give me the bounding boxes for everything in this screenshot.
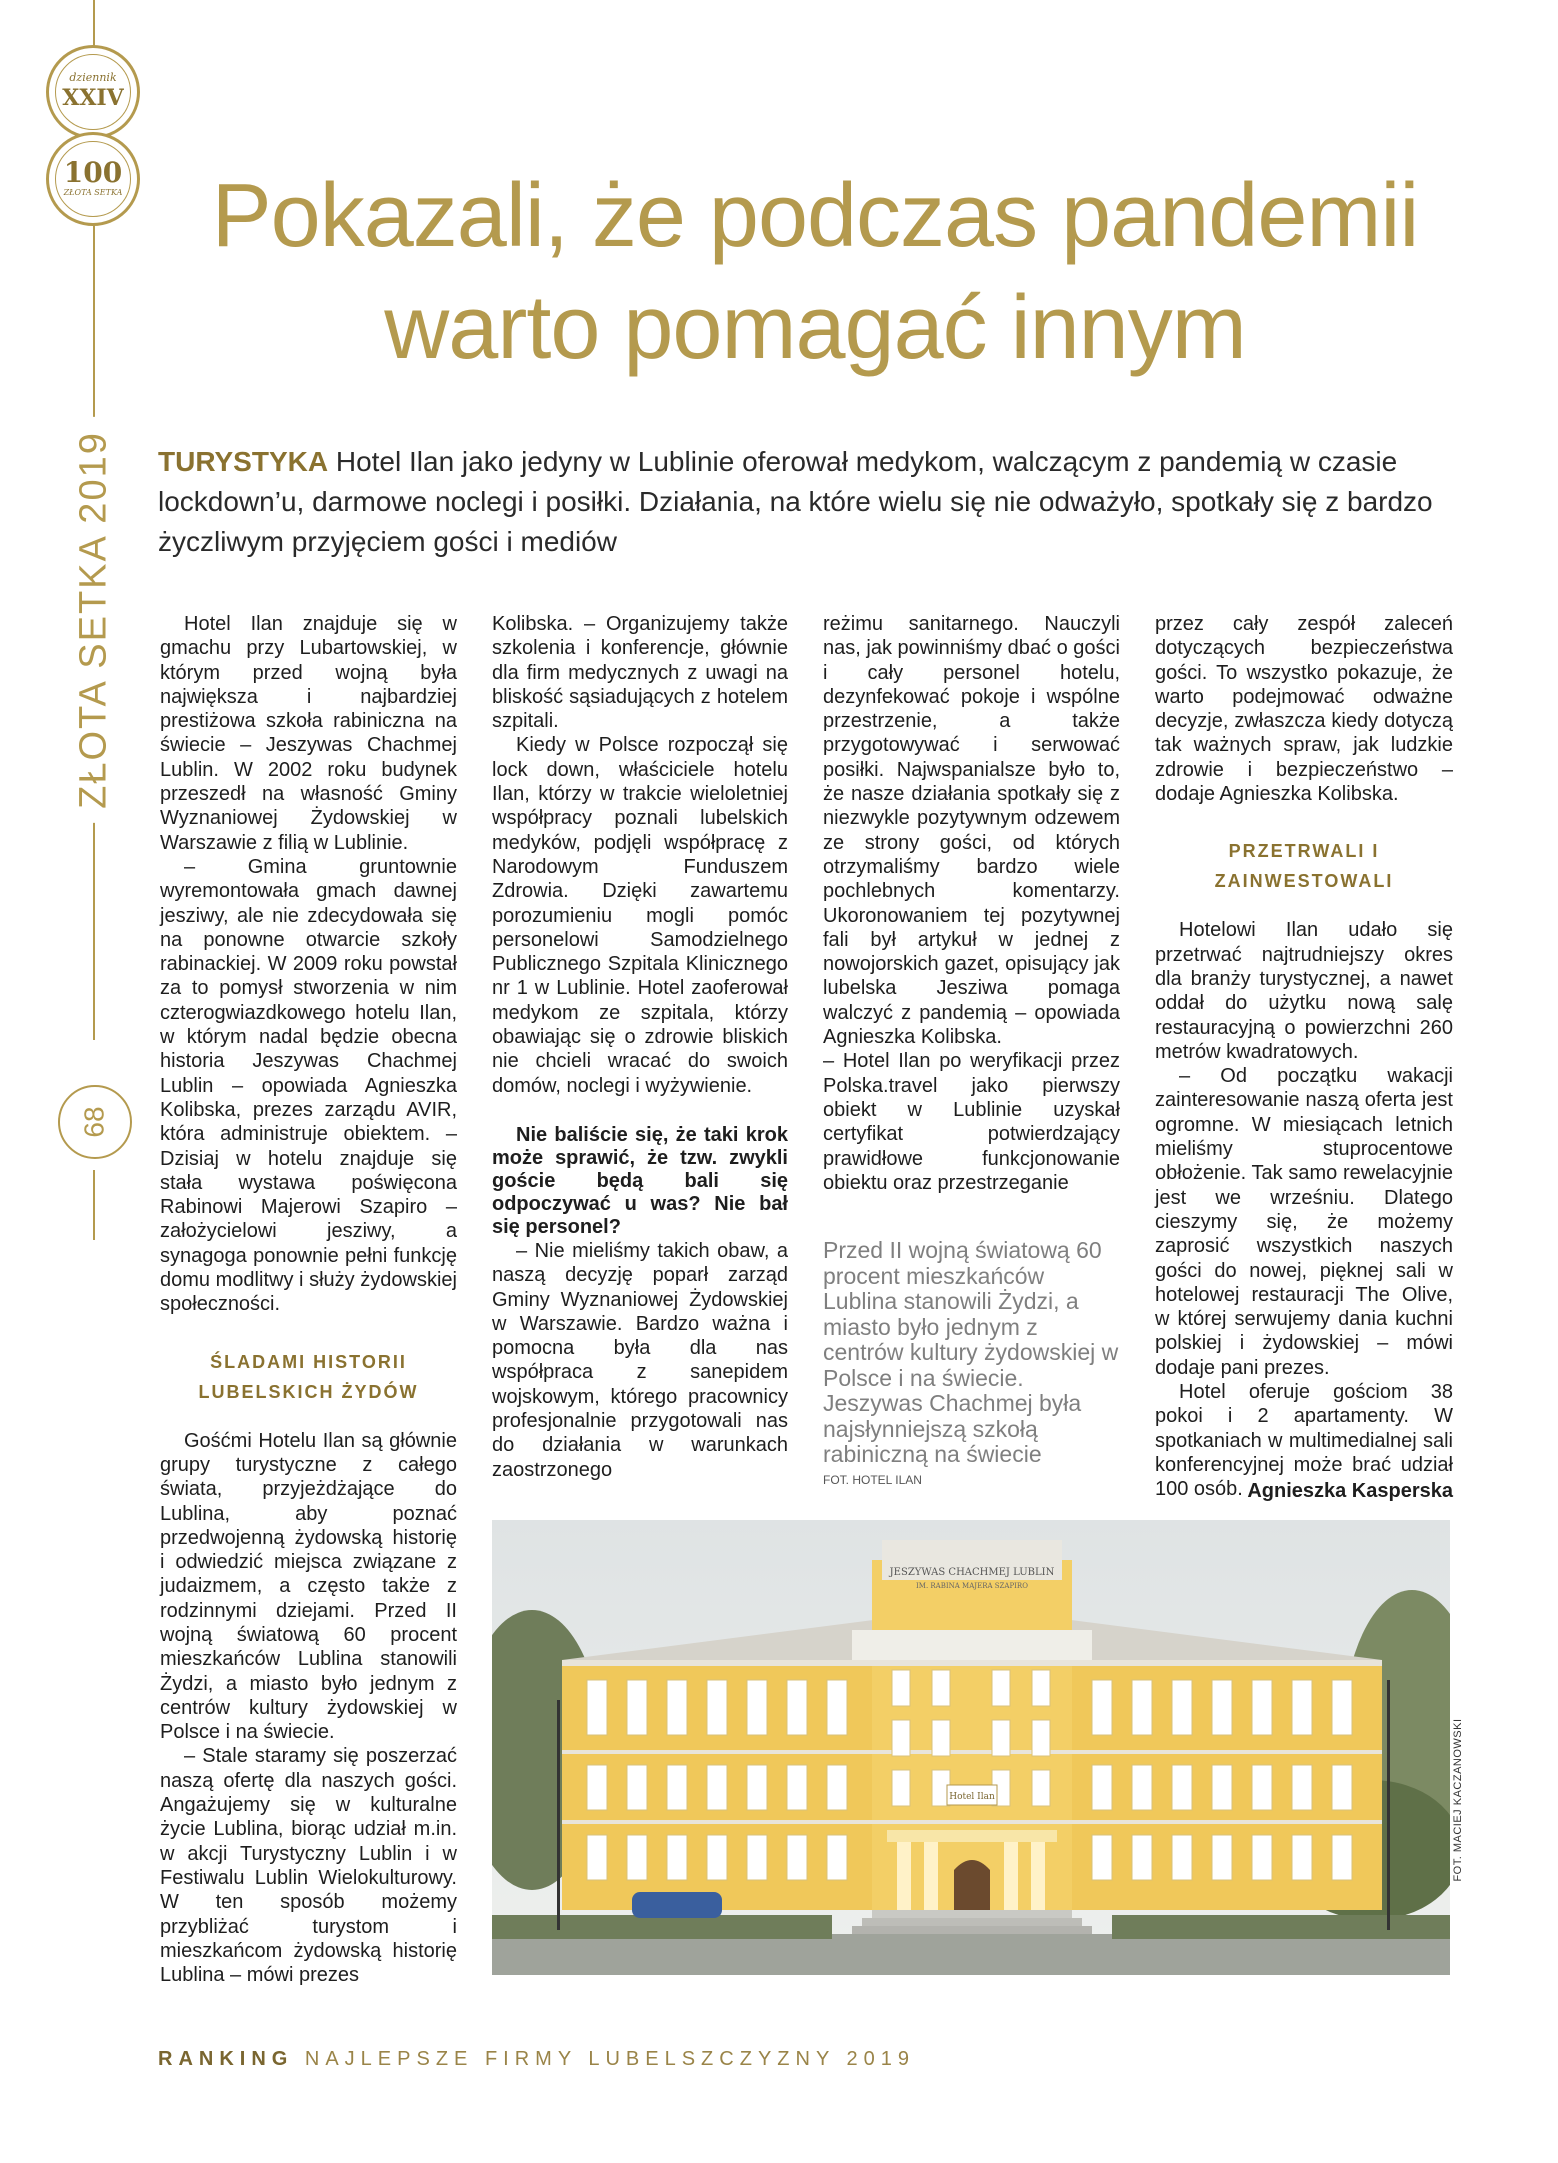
building-window — [1212, 1835, 1232, 1880]
building-window — [787, 1835, 807, 1880]
body-paragraph: reżimu sanitarnego. Nauczyli nas, jak powinniśmy dbać o gości i cały personel hotelu, dezynfekować pokoje i wspólne przestrzenie, a także przygotowywać i serwować posiłki. Najwspanialsze było to, że nasze działania spotkały się z niezwykle pozytywnym odzewem ze strony gości, od których otrzymaliśmy bardzo wiele pochlebnych komentarzy. Ukoronowaniem tej pozytywnej fali był artykuł w jednej z nowojorskich gazet, opisujący jak lubelska Jesziwa pomaga walczyć z pandemią – opowiada Agnieszka Kolibska. — [823, 613, 1120, 1049]
building-window — [892, 1670, 910, 1706]
building-window — [627, 1680, 647, 1735]
photo-building-sign-sub: IM. RABINA MAJERA SZAPIRO — [916, 1582, 1028, 1590]
building-window — [747, 1680, 767, 1735]
seal-top-numeral: XXIV — [62, 85, 124, 111]
body-paragraph: Hotelowi Ilan udało się przetrwać najtrudniejszy okres dla branży turystycznej, a nawet oddał do użytku nową salę restauracyjną o powierzchni 260 metrów kwadratowych. — [1155, 919, 1453, 1063]
body-paragraph: – Od początku wakacji zainteresowanie naszą oferta jest ogromne. W miesiącach letnich mieliśmy stuprocentowe obłożenie. Tak samo rewelacyjnie jest we wrześniu. Dlatego cieszymy się, że możemy zaprosić wszystkich naszych gości do nowej, pięknej sali w hotelowej restauracji The Olive, w której serwujemy dania kuchni polskiej i żydowskiej – mówi dodaje pani prezes. — [1155, 1065, 1453, 1379]
pull-quote-text: Przed II wojną światową 60 procent mieszkańców Lublina stanowili Żydzi, a miasto było jednym z centrów kultury żydowskiej w Polsce i na świecie. Jeszywas Chachmej była najsłynniejszą szkołą rabiniczną na świecie — [823, 1237, 1119, 1467]
body-paragraph: przez cały zespół zaleceń dotyczących bezpieczeństwa gości. To wszystko pokazuje, że warto podejmować odważne decyzje, zwłaszcza kiedy dotyczą tak ważnych spraw, jak ludzkie zdrowie i bezpieczeństwo – dodaje Agnieszka Kolibska. — [1155, 613, 1453, 806]
building-window — [1332, 1765, 1352, 1810]
photo-credit: FOT. MACIEJ KACZANOWSKI — [1452, 1718, 1464, 1882]
building-window — [892, 1720, 910, 1756]
building-window — [627, 1765, 647, 1810]
body-paragraph: Hotel oferuje gościom 38 pokoi i 2 apartamenty. W spotkaniach w multimedialnej sali konferencyjnej może brać udział 100 osób. — [1155, 1381, 1453, 1501]
lead-text: Hotel Ilan jako jedyny w Lublinie oferował medykom, walczącym z pandemią w czasie lockdown’u, darmowe noclegi i posiłki. Działania, na które wielu się nie odważyło, spotkały się z bardzo życzliwym przyjęciem gości i mediów — [158, 446, 1433, 557]
author-byline: Agnieszka Kasperska — [1247, 1480, 1453, 1502]
dziennik-seal-logo — [46, 45, 140, 139]
building-window — [1332, 1835, 1352, 1880]
building-window — [1252, 1680, 1272, 1735]
rail-line-lower — [93, 1170, 95, 1240]
hotel-building-illustration — [492, 1520, 1450, 1975]
body-paragraph: Gośćmi Hotelu Ilan są głównie grupy turystyczne z całego świata, przyjeżdżające do Lublina, aby poznać przedwojenną żydowską historię i odwiedzić miejsca związane z judaizmem, a często także z rodzinnymi dziejami. Przed II wojną światową 60 procent mieszkańców Lublina stanowili Żydzi, a miasto było jednym z centrów kultury żydowskiej w Polsce i na świecie. — [160, 1429, 457, 1744]
building-window — [1172, 1765, 1192, 1810]
headline-line-1: Pokazali, że podczas pandemii — [211, 166, 1419, 266]
building-window — [1292, 1765, 1312, 1810]
building-window — [1092, 1835, 1112, 1880]
footer-running-title — [158, 2048, 915, 2071]
headline-line-2: warto pomagać innym — [384, 278, 1246, 378]
rail-section-label: ZŁOTA SETKA 2019 — [73, 417, 116, 823]
building-window — [627, 1835, 647, 1880]
pull-quote-credit: FOT. HOTEL ILAN — [823, 1472, 922, 1487]
building-window — [1292, 1835, 1312, 1880]
seal-bottom-text: ZŁOTA SETKA — [63, 188, 123, 197]
building-window — [1032, 1720, 1050, 1756]
body-paragraph: – Gmina gruntownie wyremontowała gmach dawnej jesziwy, ale nie zdecydowała się na ponowne otwarcie szkoły rabinackiej. W 2009 roku powstał za to pomysł stworzenia w nim czterogwiazdkowego hotelu Ilan, w którym nadal będzie obecna historia Jeszywas Chachmej Lublin – opowiada Agnieszka Kolibska, prezes zarządu AVIR, która administruje obiektem. – Dzisiaj w hotelu znajduje się stała wystawa poświęcona Rabinowi Majerowi Szapiro – założycielowi jesziwy, a synagoga ponownie pełni funkcję domu modlitwy i służy żydowskiej społeczności. — [160, 855, 457, 1316]
building-window — [1172, 1680, 1192, 1735]
building-window — [707, 1835, 727, 1880]
building-window — [1172, 1835, 1192, 1880]
building-window — [1212, 1680, 1232, 1735]
footer-text: NAJLEPSZE FIRMY LUBELSZCZYZNY 2019 — [293, 2048, 915, 2070]
seal-top-text: dziennik — [69, 71, 117, 84]
subheading-przetrwali: PRZETRWALI I ZAINWESTOWALI — [1214, 841, 1394, 892]
building-window — [707, 1765, 727, 1810]
body-paragraph: – Nie mieliśmy takich obaw, a naszą decyzję poparł zarząd Gminy Wyznaniowej Żydowskiej w Warszawie. Bardzo ważna i pomocna była dla nas współpraca z sanepidem wojskowym, którego pracownicy profesjonalnie przygotowali nas do działania w warunkach zaostrzonego — [492, 1239, 788, 1481]
building-window — [667, 1835, 687, 1880]
pull-quote — [823, 1238, 1123, 1493]
building-window — [1092, 1765, 1112, 1810]
building-window — [1132, 1835, 1152, 1880]
building-window — [587, 1765, 607, 1810]
hotel-photo — [492, 1520, 1450, 1975]
building-window — [587, 1835, 607, 1880]
building-window — [1132, 1765, 1152, 1810]
lead-kicker: TURYSTYKA — [158, 446, 329, 477]
building-window — [827, 1835, 847, 1880]
parked-car — [632, 1892, 722, 1918]
body-paragraph: Hotel Ilan znajduje się w gmachu przy Lubartowskiej, w którym przed wojną była największa i najbardziej prestiżowa szkoła rabiniczna na świecie – Jeszywas Chachmej Lublin. W 2002 roku budynek przeszedł na własność Gminy Wyznaniowej Żydowskiej w Warszawie z filią w Lublinie. — [160, 613, 457, 854]
building-window — [1032, 1670, 1050, 1706]
body-paragraph: – Stale staramy się poszerzać naszą ofertę dla naszych gości. Angażujemy się w kulturalne życie Lublina, biorąc udział m.in. w akcji Turystyczny Lublin i w Festiwalu Lublin Wielokulturowy. W ten sposób możemy przybliżać turystom i mieszkańcom żydowską historię Lublina – mówi prezes — [160, 1745, 457, 1987]
building-window — [932, 1670, 950, 1706]
building-window — [787, 1680, 807, 1735]
building-window — [1132, 1680, 1152, 1735]
seal-bottom-numeral: 100 — [63, 156, 123, 189]
facade-left-wing — [562, 1660, 922, 1910]
building-window — [747, 1765, 767, 1810]
building-window — [1292, 1680, 1312, 1735]
building-window — [1252, 1835, 1272, 1880]
building-window — [992, 1720, 1010, 1756]
photo-building-sign: JESZYWAS CHACHMEJ LUBLIN — [889, 1567, 1055, 1578]
building-window — [707, 1680, 727, 1735]
zlota-setka-seal-logo — [46, 132, 140, 226]
building-window — [892, 1770, 910, 1806]
photo-hotel-sign: Hotel Ilan — [949, 1792, 995, 1802]
article-column-3 — [823, 612, 1120, 1195]
building-window — [827, 1765, 847, 1810]
body-paragraph: Kiedy w Polsce rozpoczął się lock down, właściciele hotelu Ilan, którzy w trakcie wieloletniej współpracy poznali lubelskich medyków, podjęli współpracę z Narodowym Funduszem Zdrowia. Dzięki zawartemu porozumieniu mogli pomóc personelowi Samodzielnego Publicznego Szpitala Klinicznego nr 1 w Lublinie. Hotel zaoferował medykom ze szpitala, którzy obawiając się o zdrowie bliskich nie chcieli wracać do swoich domów, noclegi i wyżywienie. — [492, 734, 788, 1097]
headline — [150, 160, 1480, 384]
article-column-4 — [1155, 612, 1453, 1502]
building-window — [667, 1680, 687, 1735]
entrance-door — [954, 1860, 990, 1915]
lead-paragraph — [158, 442, 1458, 562]
building-window — [1252, 1765, 1272, 1810]
building-window — [1032, 1770, 1050, 1806]
footer-ranking: RANKING — [158, 2048, 294, 2070]
building-window — [667, 1765, 687, 1810]
building-window — [827, 1680, 847, 1735]
building-window — [747, 1835, 767, 1880]
facade-right-wing — [1022, 1660, 1382, 1910]
body-paragraph: Kolibska. – Organizujemy także szkolenia i konferencje, głównie dla firm medycznych z uwagi na bliskość sąsiadujących z hotelem szpitali. — [492, 613, 788, 733]
article-column-1 — [160, 612, 457, 1987]
building-window — [787, 1765, 807, 1810]
body-paragraph: – Hotel Ilan po weryfikacji przez Polska.travel jako pierwszy obiekt w Lublinie uzyskał certyfikat potwierdzający prawidłowe funkcjonowanie obiektu oraz przestrzeganie — [823, 1050, 1120, 1194]
building-window — [1092, 1680, 1112, 1735]
article-column-2 — [492, 612, 788, 1482]
page-number: 68 — [58, 1085, 132, 1159]
building-window — [992, 1670, 1010, 1706]
building-window — [1212, 1765, 1232, 1810]
building-window — [587, 1680, 607, 1735]
building-window — [1332, 1680, 1352, 1735]
building-window — [932, 1720, 950, 1756]
interview-question: Nie baliście się, że taki krok może sprawić, że tzw. zwykli goście będą bali się odpoczywać u was? Nie bał się personel? — [492, 1123, 788, 1238]
subheading-sladami-historii: ŚLADAMI HISTORII LUBELSKICH ŻYDÓW — [198, 1351, 419, 1402]
